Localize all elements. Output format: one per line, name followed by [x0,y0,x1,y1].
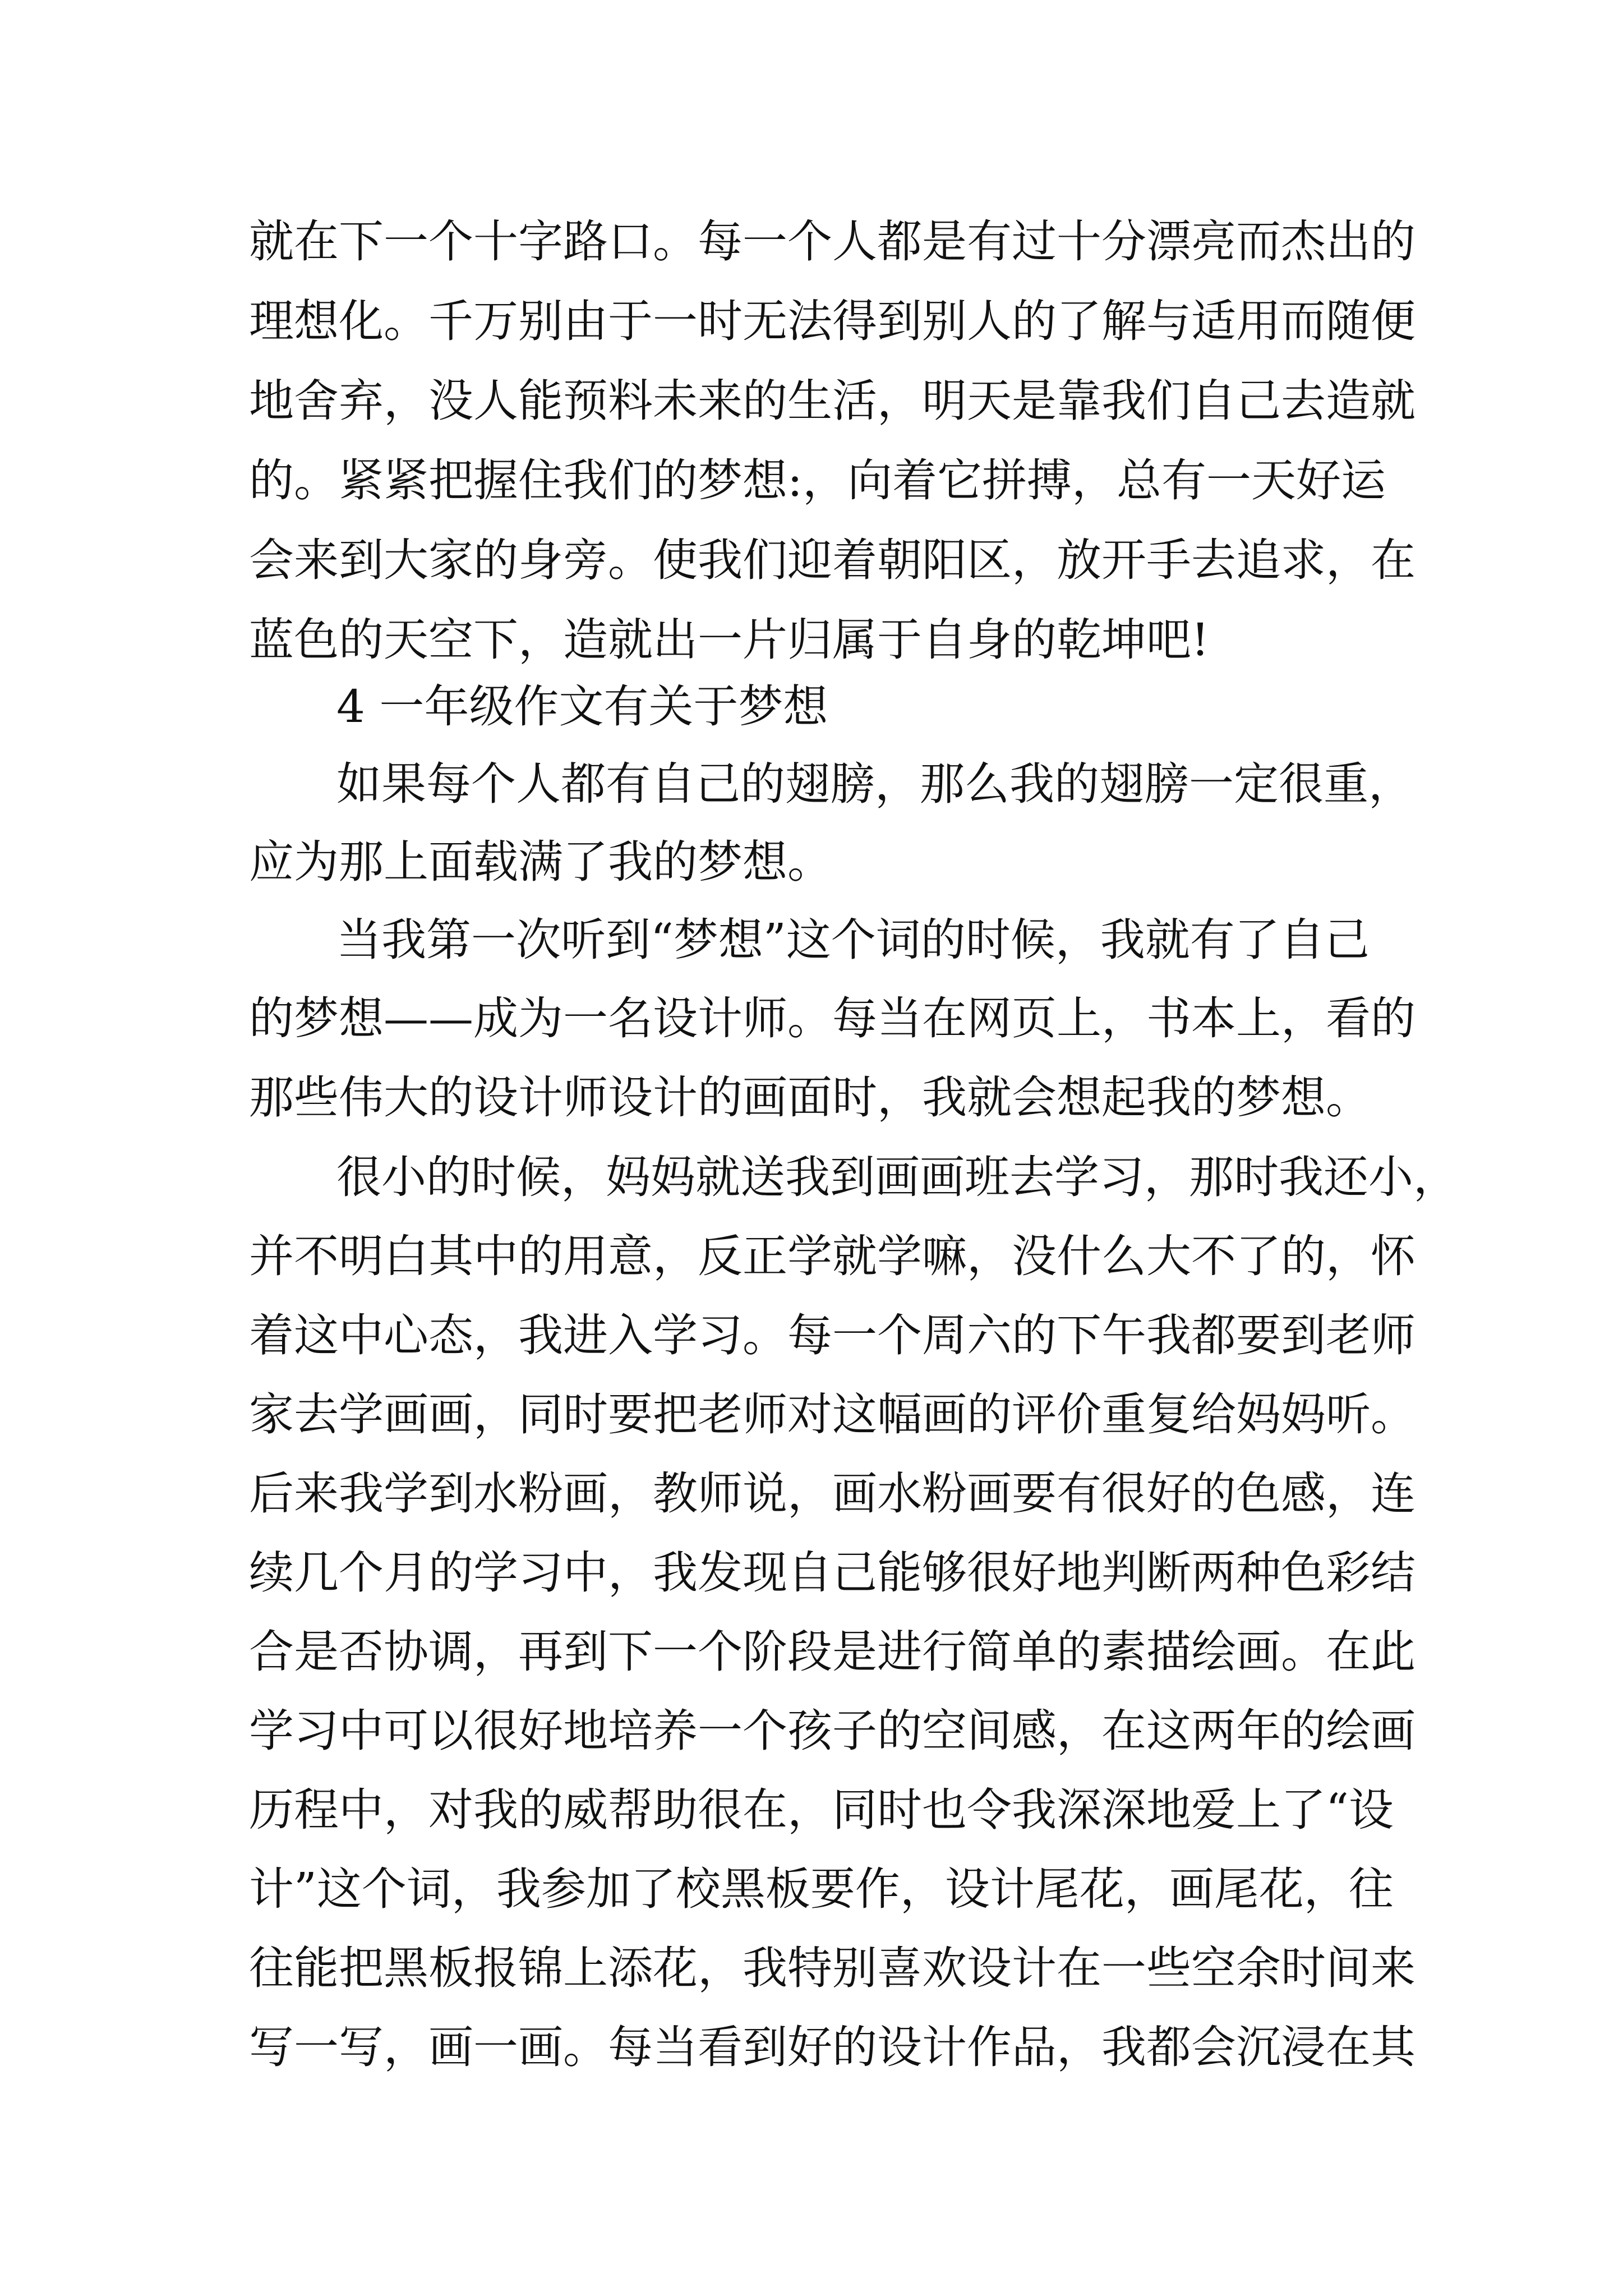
text-line: 那些伟大的设计师设计的画面时，我就会想起我的梦想。 [249,1071,1371,1124]
text-line: 计”这个词，我参加了校黑板要作，设计尾花，画尾花，往 [249,1863,1394,1915]
text-line: 家去学画画，同时要把老师对这幅画的评价重复给妈妈听。 [249,1388,1415,1441]
section-heading: 4 一年级作文有关于梦想 [336,680,828,733]
text-line: 理想化。千万别由于一时无法得到别人的了解与适用而随便 [249,295,1415,347]
text-line: 往能把黑板报锦上添花，我特别喜欢设计在一些空余时间来 [249,1942,1415,1994]
text-line: 蓝色的天空下，造就出一片归属于自身的乾坤吧! [249,614,1210,666]
text-line: 续几个月的学习中，我发现自己能够很好地判断两种色彩结 [249,1547,1415,1599]
text-line: 历程中，对我的威帮助很在，同时也令我深深地爱上了“设 [249,1784,1394,1836]
text-line: 如果每个人都有自己的翅膀，那么我的翅膀一定很重， [336,758,1413,810]
text-line: 学习中可以很好地培养一个孩子的空间感，在这两年的绘画 [249,1705,1415,1757]
text-line: 就在下一个十字路口。每一个人都是有过十分漂亮而杰出的 [249,215,1415,268]
text-line: 很小的时候，妈妈就送我到画画班去学习，那时我还小， [336,1151,1458,1203]
text-line: 应为那上面载满了我的梦想。 [249,836,832,888]
text-line: 写一写，画一画。每当看到好的设计作品，我都会沉浸在其 [249,2021,1415,2073]
text-line: 的梦想——成为一名设计师。每当在网页上，书本上，看的 [249,992,1415,1045]
text-line: 并不明白其中的用意，反正学就学嘛，没什么大不了的，怀 [249,1230,1415,1282]
text-line: 后来我学到水粉画，教师说，画水粉画要有很好的色感，连 [249,1467,1415,1520]
text-line: 地舍弃，没人能预料未来的生活，明天是靠我们自己去造就 [249,375,1415,427]
text-line: 的。紧紧把握住我们的梦想:，向着它拼搏，总有一天好运 [249,454,1386,507]
text-line: 会来到大家的身旁。使我们迎着朝阳区，放开手去追求，在 [249,534,1415,586]
text-line: 当我第一次听到“梦想”这个词的时候，我就有了自己 [336,914,1370,966]
text-line: 着这中心态，我进入学习。每一个周六的下午我都要到老师 [249,1309,1415,1361]
text-line: 合是否协调，再到下一个阶段是进行简单的素描绘画。在此 [249,1626,1415,1678]
